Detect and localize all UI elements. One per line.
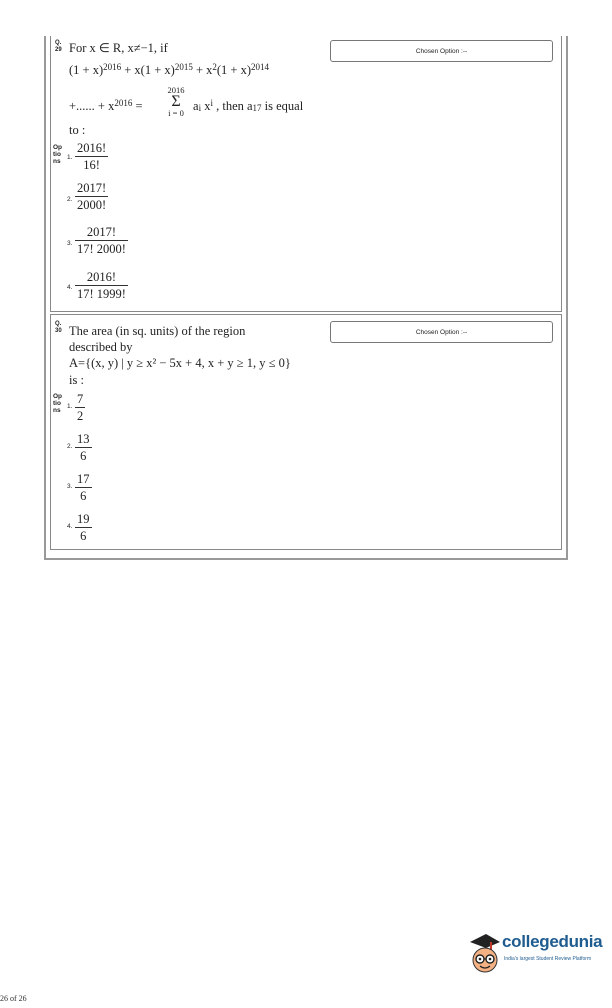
question-29 (50, 36, 562, 312)
collegedunia-logo (466, 926, 606, 982)
question-line: The area (in sq. units) of the region (69, 324, 246, 338)
chosen-option-box: Chosen Option :-- (330, 40, 553, 62)
option-1[interactable]: $\frac{7}{2}$ (77, 392, 84, 423)
option-number: 2. (67, 443, 73, 450)
option-number: 2. (67, 196, 73, 203)
question-line: to : (69, 123, 86, 137)
option-number: 3. (67, 240, 73, 247)
option-3[interactable]: $\frac{17}{6}$ (77, 472, 90, 503)
option-number: 3. (67, 483, 73, 490)
question-number: Q. 30 (55, 321, 62, 334)
option-3[interactable]: $\frac{2017!}{17! 2000!}$ (77, 225, 126, 256)
brand-tagline: India's largest Student Review Platform (504, 956, 592, 962)
page-number: 26 of 26 (0, 994, 27, 1003)
chosen-option-box: Chosen Option :-- (330, 321, 553, 343)
question-30 (50, 314, 562, 550)
option-1[interactable]: $\frac{2016!}{16!}$ (77, 141, 107, 172)
question-set-definition: A={(x, y) | y ≥ x² − 5x + 4, x + y ≥ 1, y ≤ 0} (69, 356, 291, 370)
option-4[interactable]: $\frac{2016!}{17! 1999!}$ (77, 270, 126, 301)
options-label: Op tio ns (53, 144, 63, 165)
summation-symbol: 2016 Σ i = 0 (167, 85, 185, 118)
option-2[interactable]: $\frac{13}{6}$ (77, 432, 90, 463)
question-line: described by (69, 340, 133, 354)
question-line: is : (69, 373, 84, 387)
question-line: For x ∈ R, x≠−1, if (69, 41, 168, 55)
option-number: 4. (67, 284, 73, 291)
question-expression: $(1 + x)^{2016} + x(1 + x)^{2015} + x^2(1 + x)^{2014}$ (69, 62, 269, 77)
option-4[interactable]: $\frac{19}{6}$ (77, 512, 90, 543)
option-number: 1. (67, 403, 73, 410)
options-label: Op tio ns (53, 393, 63, 414)
graduate-mascot-icon (466, 928, 502, 980)
brand-name: collegedunia (502, 932, 603, 951)
option-2[interactable]: $\frac{2017!}{2000!}$ (77, 181, 107, 212)
question-expression-tail: $a_i$ $x^i$ , then $a_{17}$ is equal (193, 98, 304, 113)
option-number: 1. (67, 154, 73, 161)
option-number: 4. (67, 523, 73, 530)
question-expression-continued: +...... + $x^{2016}$ = (69, 98, 143, 113)
question-number: Q. 29 (55, 40, 62, 53)
